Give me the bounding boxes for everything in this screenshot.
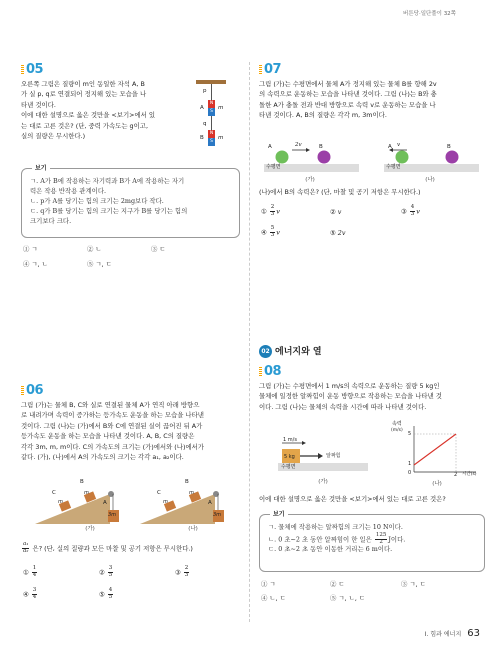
q06-stem	[21, 400, 243, 462]
label-3m-2: 3m	[213, 512, 222, 518]
q06-stem-line: 것이다. 그림 (나)는 (가)에서 B와 C에 연결된 실이 끊어진 뒤 A가	[21, 421, 203, 430]
q07-ground-label-1: 수평면	[266, 164, 281, 170]
q07-label-a-2: A	[388, 144, 392, 150]
a1-over-a2: $\frac{\text{a₁}}{\text{a₂}}$	[23, 541, 29, 554]
q08-stem-line: 그림 (가)는 수평면에서 1 m/s의 속력으로 운동하는 질량 5 kg인	[259, 382, 440, 390]
q08-caption-2: (나)	[432, 481, 442, 487]
label-3m-1: 3m	[108, 512, 117, 518]
q05-option-4[interactable]: ④ ㄱ, ㄴ	[23, 260, 48, 268]
question-number-08: 08	[259, 362, 281, 382]
box-item: ㄷ. 0 초~2 초 동안 이동한 거리는 6 m이다.	[268, 545, 393, 554]
q05-stem-line: 가 실 p, q로 연결되어 정지해 있는 모습을 나	[21, 90, 147, 99]
q08-option-2[interactable]: ② ㄷ	[330, 580, 345, 588]
label-c-2: C	[157, 490, 161, 496]
box-item: 력은 작용 반작용 관계이다.	[30, 186, 107, 195]
box-label: 보기	[270, 510, 288, 519]
label-a: A	[200, 105, 204, 111]
q05-option-3[interactable]: ③ ㄷ	[151, 245, 166, 253]
q08-label-mass: 5 kg	[284, 454, 295, 460]
q07-label-v: v	[397, 142, 401, 148]
q07-stem	[259, 79, 485, 121]
question-number-05: 05	[21, 60, 43, 80]
page-header: 버튼당·일단풀이 32쪽	[403, 11, 456, 17]
box-label: 보기	[32, 164, 50, 173]
q06-caption-2: (나)	[188, 526, 198, 532]
label-m-a: m	[218, 105, 224, 111]
label-m-b: m	[218, 135, 224, 141]
q08-caption-1: (가)	[318, 479, 328, 485]
label-m-c-1: m	[58, 499, 63, 505]
label-m-c-2: m	[163, 499, 168, 505]
footer-label: I. 힘과 에너지	[424, 631, 462, 638]
q07-option-1[interactable]: ① $\frac{2}{3}$ v	[261, 204, 280, 217]
label-b: B	[200, 135, 204, 141]
ball-a-2	[396, 151, 409, 164]
box-item: ㄱ. A가 B에 작용하는 자기력과 B가 A에 작용하는 자기	[30, 177, 185, 185]
ball-b-1	[318, 151, 331, 164]
ball-a-1	[276, 151, 289, 164]
incline-2	[140, 494, 215, 524]
q05-option-1[interactable]: ① ㄱ	[23, 245, 38, 253]
box-item: ㄴ. p가 A를 당기는 힘의 크기는 2mg보다 작다.	[30, 196, 164, 205]
q08-ground-label: 수평면	[281, 464, 296, 470]
column-divider	[249, 62, 250, 622]
q05-stem	[21, 79, 196, 141]
q06-option-4[interactable]: ④ $\frac{3}{4}$	[23, 587, 37, 600]
q05-stem-line: 타낸 것이다.	[21, 100, 56, 109]
q08-tick-0: 0	[408, 470, 412, 476]
q06-option-2[interactable]: ② $\frac{3}{5}$	[99, 565, 113, 578]
q05-stem-line: 실의 질량은 무시한다.)	[21, 131, 86, 140]
label-b-1: B	[80, 479, 84, 485]
q07-caption-2: (나)	[425, 177, 435, 183]
q07-option-5[interactable]: ⑤ 2v	[330, 229, 346, 237]
q07-stem-line: 의 속력으로 운동하는 모습을 나타낸 것이다. 그림 (나)는 B와 충	[259, 90, 437, 99]
string-q	[211, 116, 212, 130]
q07-label-b-1: B	[319, 144, 323, 150]
q05-magnet-figure	[196, 80, 240, 160]
label-a-1: A	[103, 500, 107, 506]
string-p	[211, 84, 212, 100]
q08-question: 이에 대한 설명으로 옳은 것만을 <보기>에서 있는 대로 고른 것은?	[259, 495, 446, 503]
question-number-07: 07	[259, 60, 281, 80]
label-m-b-2: m	[189, 490, 194, 496]
q05-stem-line: 는 대로 고른 것은? (단, 중력 가속도는 g이고,	[21, 121, 148, 130]
q06-stem-line: 같다. (가), (나)에서 A의 가속도의 크기는 각각 a₁, a₂이다.	[21, 452, 184, 461]
box-item: ㄷ. q가 B를 당기는 힘의 크기는 지구가 B를 당기는 힘의	[30, 206, 188, 215]
magnet-b-s: S	[208, 138, 215, 146]
q08-tick-2: 2	[454, 472, 458, 478]
section-header	[259, 345, 322, 360]
q07-option-4[interactable]: ④ $\frac{5}{3}$ v	[261, 225, 280, 238]
q06-option-1[interactable]: ① $\frac{1}{4}$	[23, 565, 37, 578]
q05-stem-line: 오른쪽 그림은 질량이 m인 동일한 자석 A, B	[21, 80, 145, 88]
q07-question: (나)에서 B의 속력은? (단, 마찰 및 공기 저항은 무시한다.)	[259, 188, 421, 196]
ball-b-2	[446, 151, 459, 164]
q06-caption-1: (가)	[85, 526, 95, 532]
q07-ground-label-2: 수평면	[386, 164, 401, 170]
q08-choice-box	[259, 511, 485, 572]
q08-label-force: 알짜힘	[326, 453, 341, 459]
q05-stem-line: 이에 대한 설명으로 옳은 것만을 <보기>에서 있	[21, 111, 156, 120]
q07-label-2v: 2v	[295, 142, 302, 148]
label-q: q	[203, 121, 207, 127]
q06-option-3[interactable]: ③ $\frac{2}{3}$	[175, 565, 189, 578]
q08-stem	[259, 381, 485, 412]
q08-stem-line: 이다. 그림 (나)는 물체의 속력을 시간에 따라 나타낸 것이다.	[259, 402, 427, 411]
q08-option-3[interactable]: ③ ㄱ, ㄷ	[401, 580, 426, 588]
q07-option-3[interactable]: ③ $\frac{4}{3}$ v	[401, 204, 420, 217]
q08-ylabel: 속력	[392, 421, 402, 427]
page-footer	[425, 626, 480, 641]
box-item: ㄱ. 물체에 작용하는 알짜힘의 크기는 10 N이다.	[268, 523, 403, 531]
q06-option-5[interactable]: ⑤ $\frac{4}{5}$	[99, 587, 113, 600]
q06-question: $\frac{\text{a₁}}{\text{a₂}}$ 은? (단, 실의 질량과 모든 마찰 및 공기 저항은 무시한다.)	[23, 541, 193, 554]
q05-choice-box	[21, 165, 240, 238]
q08-option-5[interactable]: ⑤ ㄱ, ㄴ, ㄷ	[330, 594, 366, 602]
incline-1	[35, 494, 110, 524]
page-number: 63	[467, 628, 480, 639]
q07-stem-line: 그림 (가)는 수평면에서 물체 A가 정지해 있는 물체 B를 향해 2v	[259, 80, 437, 88]
q07-caption-1: (가)	[305, 177, 315, 183]
speed-line	[414, 434, 456, 465]
q06-stem-line: 각각 3m, m, m이다. C의 가속도의 크기는 (가)에서와 (나)에서가	[21, 442, 204, 451]
q06-stem-line: 로 내려가며 속력이 증가하는 등가속도 운동을 하는 모습을 나타낸	[21, 411, 204, 420]
q06-stem-line: 그림 (가)는 물체 B, C와 실로 연결된 물체 A가 연직 아래 방향으	[21, 401, 200, 409]
q08-yunit: (m/s)	[391, 428, 403, 433]
q08-tick-5: 5	[408, 431, 412, 437]
label-m-b-1: m	[84, 490, 89, 496]
magnet-a-s: S	[208, 108, 215, 116]
q07-label-b-2: B	[447, 144, 451, 150]
q08-label-speed: 1 m/s	[283, 437, 297, 443]
q07-option-2[interactable]: ② v	[330, 208, 342, 216]
q05-option-5[interactable]: ⑤ ㄱ, ㄷ	[87, 260, 112, 268]
label-a-2: A	[208, 500, 212, 506]
q08-option-4[interactable]: ④ ㄴ, ㄷ	[261, 594, 286, 602]
label-b-2: B	[185, 479, 189, 485]
q08-tick-1: 1	[408, 461, 412, 467]
q07-stem-line: 타낸 것이다. A, B의 질량은 각각 m, 3m이다.	[259, 111, 387, 120]
q08-option-1[interactable]: ① ㄱ	[261, 580, 276, 588]
section-badge: 02	[259, 345, 272, 358]
q07-stem-line: 돌한 A가 충돌 전과 반대 방향으로 속력 v로 운동하는 모습을 나	[259, 100, 436, 109]
q06-stem-line: 등가속도 운동을 하는 모습을 나타낸 것이다. A, B, C의 질량은	[21, 432, 195, 441]
question-number-06: 06	[21, 381, 43, 401]
magnet-b-n: N	[209, 131, 214, 136]
q08-stem-line: 물체에 일정한 알짜힘이 운동 방향으로 작용하는 모습을 나타낸 것	[259, 392, 442, 401]
box-item: ㄴ. 0 초~2 초 동안 알짜힘이 한 일은 $\frac{125}{2}$ J이다.	[268, 531, 406, 545]
label-p: p	[203, 88, 207, 94]
q05-option-2[interactable]: ② ㄴ	[87, 245, 102, 253]
box-item: 크기보다 크다.	[30, 216, 72, 225]
q07-label-a-1: A	[268, 144, 272, 150]
magnet-a-n: N	[209, 101, 214, 106]
section-title: 에너지와 열	[275, 347, 322, 357]
q08-xlabel: 시간(s)	[462, 472, 477, 477]
label-c-1: C	[52, 490, 56, 496]
